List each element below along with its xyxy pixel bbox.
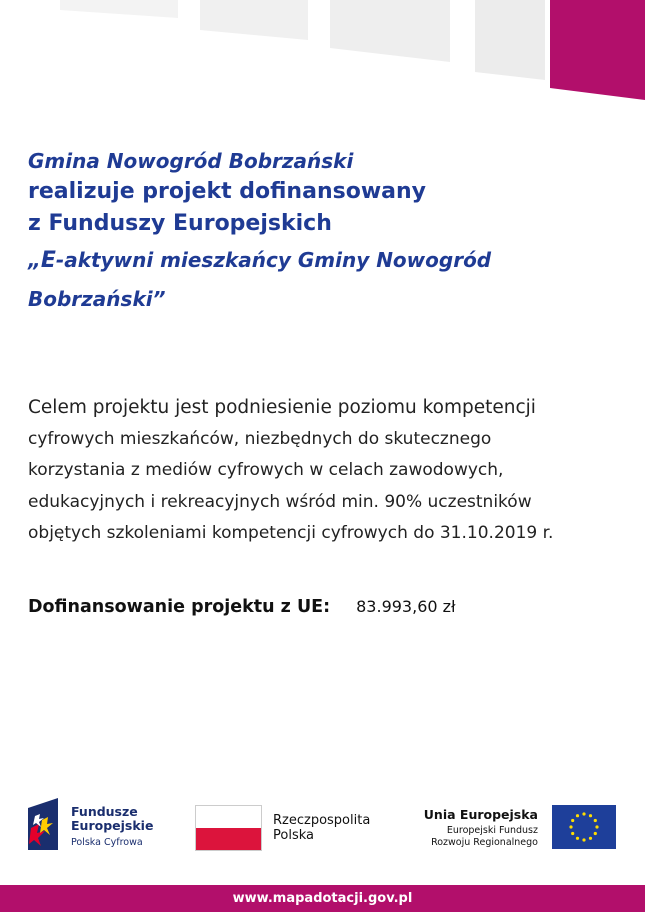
fundusze-europejskie-logo-icon: [26, 798, 60, 850]
quote-e: E: [40, 248, 56, 273]
fe-subtitle: Polska Cyfrowa: [71, 837, 143, 848]
footer-url[interactable]: www.mapadotacji.gov.pl: [0, 885, 645, 912]
rp-line-1: Rzeczpospolita: [273, 813, 371, 828]
description-line-1: Celem projektu jest podniesienie poziomu kompetencji: [28, 397, 536, 418]
fe-line-1: Fundusze: [71, 804, 138, 819]
ue-title: Unia Europejska: [423, 807, 538, 822]
project-title-line-1: [28, 241, 588, 280]
description-line-2: cyfrowych mieszkańców, niezbędnych do skutecznego: [28, 428, 492, 449]
description-line-4: edukacyjnych i rekreacyjnych wśród min. 90% uczestników: [28, 491, 532, 512]
heading-line-1: realizuje projekt dofinansowany: [28, 179, 426, 204]
heading-line-2: z Funduszy Europejskich: [28, 211, 332, 236]
rp-label: [273, 813, 370, 843]
project-description: [28, 392, 628, 550]
fe-title: [71, 805, 153, 833]
eu-flag-icon: [552, 805, 616, 849]
rp-line-2: Polska: [273, 828, 314, 843]
ue-subtitle: [431, 825, 538, 849]
poland-flag-icon: [195, 805, 262, 851]
fe-line-2: Europejskie: [71, 818, 154, 833]
quote-rest: -aktywni mieszkańcy Gminy Nowogród: [55, 248, 492, 272]
ue-sub-line-1: Europejski Fundusz: [446, 825, 538, 836]
description-line-5: objętych szkoleniami kompetencji cyfrowych do 31.10.2019 r.: [28, 523, 554, 543]
top-decoration: [0, 0, 645, 110]
quote-open: „: [28, 248, 41, 272]
funding-label: Dofinansowanie projektu z UE:: [28, 597, 331, 617]
logo-bar: [0, 795, 645, 855]
funding-row: [28, 597, 456, 617]
project-heading: [28, 148, 588, 318]
project-title-line-2: Bobrzański”: [28, 287, 166, 311]
funding-amount: 83.993,60 zł: [356, 597, 456, 616]
ue-sub-line-2: Rozwoju Regionalnego: [431, 837, 538, 848]
municipality-name: Gmina Nowogród Bobrzański: [28, 149, 354, 173]
description-line-3: korzystania z mediów cyfrowych w celach zawodowych,: [28, 460, 504, 480]
